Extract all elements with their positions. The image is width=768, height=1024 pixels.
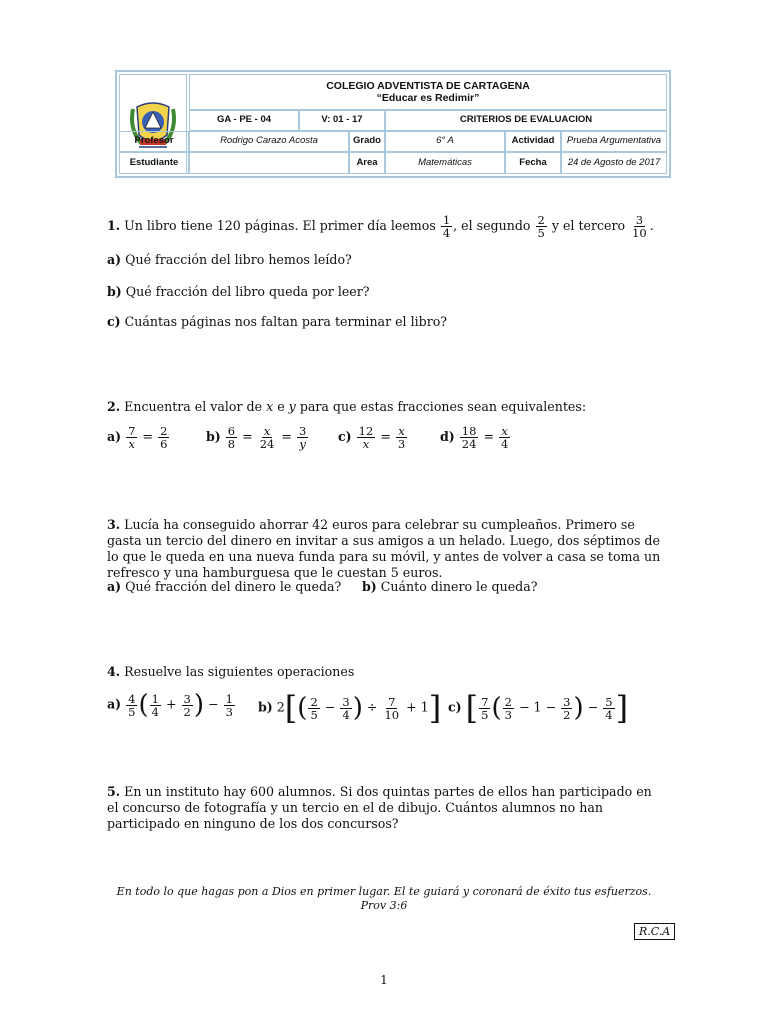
criteria-title: CRITERIOS DE EVALUACION — [385, 110, 667, 131]
quote-reference: Prov 3:6 — [360, 899, 408, 912]
area-value: Matemáticas — [385, 152, 505, 174]
school-title-cell — [189, 74, 667, 110]
question-1a: a) Qué fracción del libro hemos leído? — [107, 252, 352, 267]
teacher-value: Rodrigo Carazo Acosta — [189, 131, 349, 152]
question-1 — [107, 214, 654, 239]
page-number: 1 — [380, 973, 388, 987]
date-value: 24 de Agosto de 2017 — [561, 152, 667, 174]
question-1-text-a: Un libro tiene 120 páginas. El primer día leemos — [124, 218, 436, 233]
question-2b: b) $\frac{6}{8}$ = $\frac{x}{24}$ = $\frac{3}{y}$ — [206, 424, 307, 451]
fraction: $\frac{2}{5}$ — [537, 213, 545, 240]
question-3b: b) Cuánto dinero le queda? — [362, 579, 538, 594]
question-4c: c) [ $\frac{7}{5}$ ( $\frac{2}{3}$ − 1 − $\frac{3}{2}$ ) − $\frac{5}{4}$ ] — [448, 689, 629, 727]
question-4: 4. Resuelve las siguientes operaciones — [107, 664, 355, 679]
activity-label: Actividad — [505, 131, 561, 152]
fraction: $\frac{1}{4}$ — [442, 213, 451, 240]
area-label: Area — [349, 152, 385, 174]
grade-label: Grado — [349, 131, 385, 152]
date-label: Fecha — [505, 152, 561, 174]
question-1c: c) Cuántas páginas nos faltan para terminar el libro? — [107, 314, 448, 329]
activity-value: Prueba Argumentativa — [561, 131, 667, 152]
school-name: COLEGIO ADVENTISTA DE CARTAGENA — [326, 79, 530, 92]
question-2a: a) $\frac{7}{x}$ = $\frac{2}{6}$ — [107, 424, 168, 451]
teacher-label: Profesor — [119, 131, 189, 152]
grade-value: 6° A — [385, 131, 505, 152]
footer-quote — [100, 885, 668, 913]
author-initials-box: R.C.A — [634, 923, 675, 940]
student-label: Estudiante — [119, 152, 189, 174]
question-4b: b) 2[( $\frac{2}{5}$ − $\frac{3}{4}$ ) ÷ $\frac{7}{10}$ + 1] — [258, 689, 442, 727]
question-3: 3. Lucía ha conseguido ahorrar 42 euros para celebrar su cumpleaños. Primero se gasta un tercio del dinero en invitar a sus amigos a un helado. Luego, dos séptimos de lo que le queda en una nueva funda para su móvil, y antes de volver a casa se toma un refresco y una hamburguesa que le cuestan 5 euros. — [107, 517, 661, 580]
fraction: $\frac{3}{10}$ — [632, 213, 647, 240]
question-1-text-c: y el tercero — [551, 218, 626, 233]
question-4a: a) $\frac{4}{5}$ ( $\frac{1}{4}$ + $\frac{3}{2}$ ) − $\frac{1}{3}$ — [107, 690, 233, 720]
school-motto: “Educar es Redimir” — [376, 92, 480, 104]
document-code: GA - PE - 04 — [189, 110, 299, 131]
question-2: 2. Encuentra el valor de x e y para que estas fracciones sean equivalentes: — [107, 399, 587, 414]
header-table — [115, 70, 671, 178]
question-1-text-d: . — [649, 218, 654, 233]
document-version: V: 01 - 17 — [299, 110, 385, 131]
question-1-number: 1. — [107, 218, 121, 233]
question-1-text-b: , el segundo — [453, 218, 531, 233]
quote-text: En todo lo que hagas pon a Dios en primer lugar. El te guiará y coronará de éxito tus esfuerzos. — [116, 885, 652, 898]
question-3a: a) Qué fracción del dinero le queda? — [107, 579, 342, 594]
question-1b: b) Qué fracción del libro queda por leer? — [107, 284, 370, 299]
student-field[interactable] — [189, 152, 349, 174]
question-2c: c) $\frac{12}{x}$ = $\frac{x}{3}$ — [338, 424, 406, 451]
question-5: 5. En un instituto hay 600 alumnos. Si dos quintas partes de ellos han participado en el concurso de fotografía y un tercio en el de dibujo. Cuántos alumnos no han participado en ninguno de los dos concursos? — [107, 784, 652, 831]
question-2d: d) $\frac{18}{24}$ = $\frac{x}{4}$ — [440, 424, 509, 451]
